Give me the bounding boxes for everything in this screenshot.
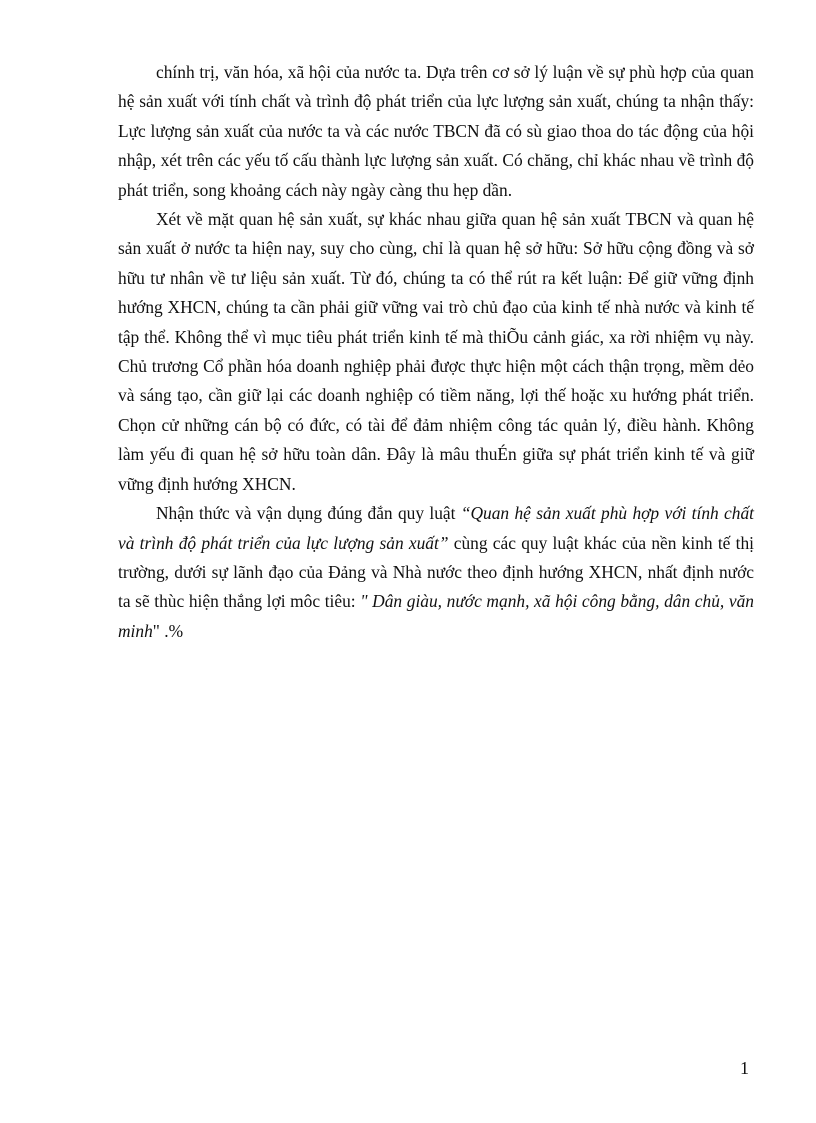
paragraph-2: Xét về mặt quan hệ sản xuất, sự khác nhau giữa quan hệ sản xuất TBCN và quan hệ sản xuất ở nước ta hiện nay, suy cho cùng, chỉ là quan hệ sở hữu: Sở hữu cộng đồng và sở hữu tư nhân về tư liệu sản xuất. Từ đó, chúng ta có thể rút ra kết luận: Để giữ vững định hướng XHCN, chúng ta cần phải giữ vững vai trò chủ đạo của kinh tế nhà nước và kinh tế tập thể. Không thể vì mục tiêu phát triển kinh tế mà thiÕu cảnh giác, xa rời nhiệm vụ này. Chủ trương Cổ phần hóa doanh nghiệp phải được thực hiện một cách thận trọng, mềm dẻo và sáng tạo, cần giữ lại các doanh nghiệp có tiềm năng, lợi thế hoặc xu hướng phát triển. Chọn cử những cán bộ có đức, có tài để đảm nhiệm công tác quản lý, điều hành. Không làm yếu đi quan hệ sở hữu toàn dân. Đây là mâu thuÉn giữa sự phát triển kinh tế và giữ vững định hướng XHCN.: [118, 209, 754, 494]
paragraph-3: [118, 499, 754, 646]
paragraph-3-text-b: cùng các quy luật khác của nền kinh tế thị trường, dưới sự lãnh đạo của Đảng và Nhà nước theo định hướng XHCN, nhất định nước ta sẽ thùc hiện thắng lợi môc tiêu:: [118, 532, 754, 612]
paragraph-3-text-a: Nhận thức và vận dụng đúng đắn quy luật: [156, 503, 461, 524]
quoted-goal: " Dân giàu, nước mạnh, xã hội công bằng, dân chủ, văn minh: [118, 591, 754, 641]
paragraph-3-text-c: " .%: [152, 620, 184, 641]
page-number: 1: [740, 1058, 749, 1078]
document-body: [118, 58, 754, 646]
quoted-law: “Quan hệ sản xuất phù hợp với tính chất và trình độ phát triển của lực lượng sản xuất”: [118, 503, 754, 553]
paragraph-1: chính trị, văn hóa, xã hội của nước ta. Dựa trên cơ sở lý luận về sự phù hợp của quan hệ sản xuất với tính chất và trình độ phát triển của lực lượng sản xuất, chúng ta nhận thấy: Lực lượng sản xuất của nước ta và các nước TBCN đã có sù giao thoa do tác động của hội nhập, xét trên các yếu tố cấu thành lực lượng sản xuất. Có chăng, chỉ khác nhau về trình độ phát triển, song khoảng cách này ngày càng thu hẹp dần.: [118, 62, 754, 200]
